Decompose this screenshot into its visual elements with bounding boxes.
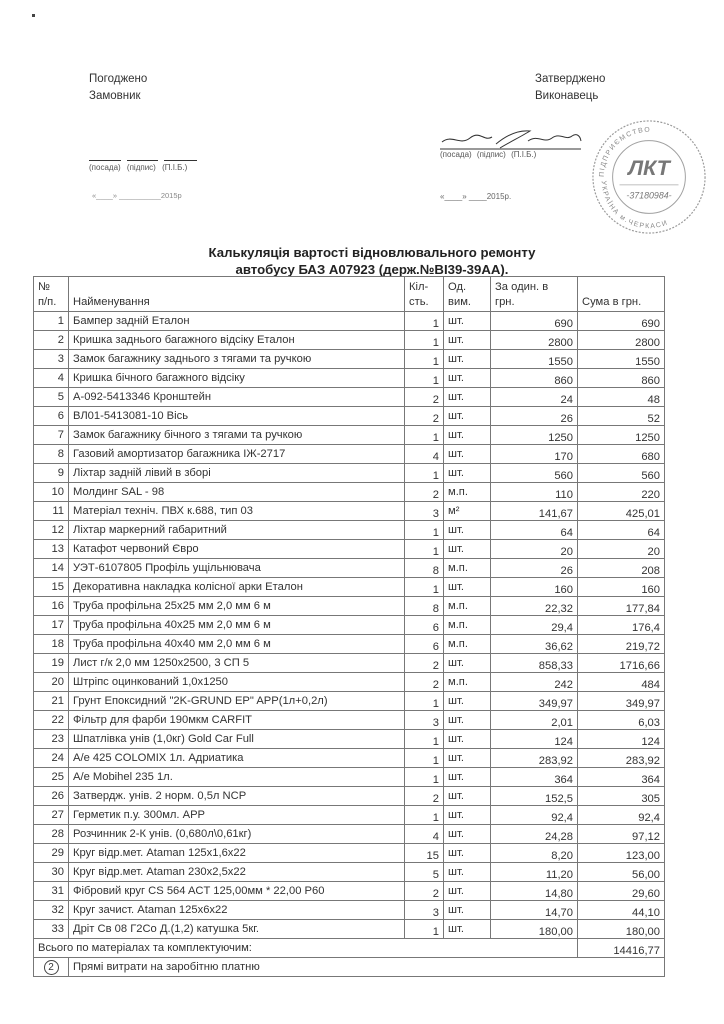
item-unit: шт.: [444, 521, 491, 540]
item-unit: шт.: [444, 464, 491, 483]
table-row: [34, 407, 665, 426]
item-unit: м.п.: [444, 597, 491, 616]
item-quantity: 1: [405, 540, 444, 559]
contractor-approval: [535, 71, 605, 105]
item-unit-price: 349,97: [491, 692, 578, 711]
item-unit-price: 124: [491, 730, 578, 749]
item-quantity: 1: [405, 426, 444, 445]
item-unit: м.п.: [444, 616, 491, 635]
item-quantity: 1: [405, 749, 444, 768]
item-name: А-092-5413346 Кронштейн: [69, 388, 405, 407]
row-number: 32: [34, 901, 69, 920]
item-quantity: 1: [405, 331, 444, 350]
item-sum: 29,60: [578, 882, 665, 901]
item-sum: 44,10: [578, 901, 665, 920]
row-number: 28: [34, 825, 69, 844]
header-unit-price: За один. в грн.: [491, 277, 578, 312]
stamp-code: -37180984-: [626, 190, 672, 201]
cost-calculation-table: [33, 276, 665, 977]
signature-label: (підпис): [126, 163, 156, 172]
item-sum: 56,00: [578, 863, 665, 882]
item-unit-price: 1550: [491, 350, 578, 369]
table-row: [34, 426, 665, 445]
section-2-row: [34, 958, 665, 977]
item-sum: 48: [578, 388, 665, 407]
item-quantity: 1: [405, 578, 444, 597]
total-row: [34, 939, 665, 958]
handwritten-signature: [438, 128, 583, 150]
item-unit: шт.: [444, 445, 491, 464]
item-name: Газовий амортизатор багажника ІЖ-2717: [69, 445, 405, 464]
item-quantity: 3: [405, 502, 444, 521]
table-row: [34, 749, 665, 768]
item-quantity: 1: [405, 768, 444, 787]
row-number: 23: [34, 730, 69, 749]
item-sum: 680: [578, 445, 665, 464]
item-name: А/е 425 COLOMIX 1л. Адриатика: [69, 749, 405, 768]
item-quantity: 2: [405, 654, 444, 673]
item-quantity: 15: [405, 844, 444, 863]
item-name: Грунт Епоксидний "2K-GRUND EP" APP(1л+0,2л): [69, 692, 405, 711]
header-quantity: Кіл- сть.: [405, 277, 444, 312]
table-row: [34, 369, 665, 388]
item-name: Труба профільна 40х40 мм 2,0 мм 6 м: [69, 635, 405, 654]
item-unit-price: 24,28: [491, 825, 578, 844]
row-number: 1: [34, 312, 69, 331]
item-unit: шт.: [444, 882, 491, 901]
row-number: 17: [34, 616, 69, 635]
item-name: Затвердж. унів. 2 норм. 0,5л NCP: [69, 787, 405, 806]
item-quantity: 6: [405, 616, 444, 635]
section-2-label: Прямі витрати на заробітню платню: [69, 958, 665, 977]
item-quantity: 1: [405, 521, 444, 540]
item-sum: 1550: [578, 350, 665, 369]
item-unit: шт.: [444, 863, 491, 882]
item-unit: шт.: [444, 369, 491, 388]
header-name: Найменування: [69, 277, 405, 312]
item-unit: шт.: [444, 540, 491, 559]
item-sum: 177,84: [578, 597, 665, 616]
item-unit: шт.: [444, 806, 491, 825]
item-name: Розчинник 2-К унів. (0,680л\0,61кг): [69, 825, 405, 844]
item-unit: шт.: [444, 407, 491, 426]
stamp-logo: ЛКТ: [628, 155, 670, 181]
item-unit: шт.: [444, 844, 491, 863]
item-sum: 690: [578, 312, 665, 331]
row-number: 12: [34, 521, 69, 540]
table-row: [34, 882, 665, 901]
scan-speck: [32, 14, 35, 17]
row-number: 33: [34, 920, 69, 939]
item-unit: шт.: [444, 692, 491, 711]
item-unit-price: 690: [491, 312, 578, 331]
item-name: Кришка заднього багажного відсіку Еталон: [69, 331, 405, 350]
row-number: 5: [34, 388, 69, 407]
item-name: А/е Mobihel 235 1л.: [69, 768, 405, 787]
item-quantity: 2: [405, 388, 444, 407]
table-row: [34, 312, 665, 331]
item-sum: 208: [578, 559, 665, 578]
table-row: [34, 331, 665, 350]
item-quantity: 2: [405, 882, 444, 901]
header-unit: Од. вим.: [444, 277, 491, 312]
item-name: Декоративна накладка колісної арки Еталон: [69, 578, 405, 597]
item-quantity: 3: [405, 711, 444, 730]
item-sum: 425,01: [578, 502, 665, 521]
table-row: [34, 711, 665, 730]
item-name: Герметик п.у. 300мл. APP: [69, 806, 405, 825]
item-quantity: 1: [405, 692, 444, 711]
item-unit: шт.: [444, 901, 491, 920]
item-quantity: 4: [405, 825, 444, 844]
item-sum: 124: [578, 730, 665, 749]
item-name: Труба профільна 40х25 мм 2,0 мм 6 м: [69, 616, 405, 635]
item-sum: 1716,66: [578, 654, 665, 673]
item-sum: 64: [578, 521, 665, 540]
document-title-line1: Калькуляція вартості відновлювального ремонту: [208, 245, 536, 260]
item-sum: 283,92: [578, 749, 665, 768]
name-label: (П.І.Б.): [511, 150, 537, 159]
name-label: (П.І.Б.): [162, 163, 188, 172]
item-unit-price: 14,80: [491, 882, 578, 901]
row-number: 20: [34, 673, 69, 692]
item-unit-price: 364: [491, 768, 578, 787]
item-unit-price: 20: [491, 540, 578, 559]
item-unit-price: 26: [491, 407, 578, 426]
item-unit: шт.: [444, 654, 491, 673]
total-value: 14416,77: [578, 939, 665, 958]
item-quantity: 8: [405, 559, 444, 578]
item-unit-price: 152,5: [491, 787, 578, 806]
row-number: 16: [34, 597, 69, 616]
table-row: [34, 863, 665, 882]
item-unit-price: 858,33: [491, 654, 578, 673]
item-name: Катафот червоний Євро: [69, 540, 405, 559]
row-number: 27: [34, 806, 69, 825]
item-sum: 860: [578, 369, 665, 388]
item-quantity: 5: [405, 863, 444, 882]
item-quantity: 1: [405, 730, 444, 749]
item-name: Лист г/к 2,0 мм 1250х2500, 3 СП 5: [69, 654, 405, 673]
item-quantity: 2: [405, 787, 444, 806]
table-row: [34, 825, 665, 844]
row-number: 14: [34, 559, 69, 578]
row-number: 3: [34, 350, 69, 369]
item-quantity: 4: [405, 445, 444, 464]
item-sum: 176,4: [578, 616, 665, 635]
table-row: [34, 578, 665, 597]
item-unit-price: 560: [491, 464, 578, 483]
item-name: Ліхтар маркерний габаритний: [69, 521, 405, 540]
item-quantity: 2: [405, 673, 444, 692]
table-row: [34, 464, 665, 483]
item-sum: 364: [578, 768, 665, 787]
item-quantity: 2: [405, 407, 444, 426]
table-row: [34, 597, 665, 616]
table-row: [34, 635, 665, 654]
table-row: [34, 502, 665, 521]
item-sum: 6,03: [578, 711, 665, 730]
item-sum: 349,97: [578, 692, 665, 711]
item-unit-price: 141,67: [491, 502, 578, 521]
item-sum: 560: [578, 464, 665, 483]
item-name: Труба профільна 25х25 мм 2,0 мм 6 м: [69, 597, 405, 616]
item-unit-price: 11,20: [491, 863, 578, 882]
item-unit: шт.: [444, 388, 491, 407]
item-unit-price: 24: [491, 388, 578, 407]
item-unit: шт.: [444, 312, 491, 331]
item-sum: 92,4: [578, 806, 665, 825]
item-unit: м.п.: [444, 635, 491, 654]
table-row: [34, 692, 665, 711]
item-name: Штріпс оцинкований 1,0х1250: [69, 673, 405, 692]
table-row: [34, 920, 665, 939]
row-number: 29: [34, 844, 69, 863]
table-row: [34, 654, 665, 673]
item-name: Бампер задній Еталон: [69, 312, 405, 331]
table-row: [34, 616, 665, 635]
item-unit: м²: [444, 502, 491, 521]
item-name: Кришка бічного багажного відсіку: [69, 369, 405, 388]
item-name: Замок багажнику бічного з тягами та ручкою: [69, 426, 405, 445]
item-sum: 123,00: [578, 844, 665, 863]
table-row: [34, 521, 665, 540]
item-name: Круг відр.мет. Ataman 230х2,5х22: [69, 863, 405, 882]
customer-label: Замовник: [89, 90, 141, 102]
position-label: (посада): [89, 163, 121, 172]
item-unit-price: 2,01: [491, 711, 578, 730]
item-name: Круг відр.мет. Ataman 125х1,6х22: [69, 844, 405, 863]
contractor-label: Виконавець: [535, 90, 599, 102]
item-sum: 180,00: [578, 920, 665, 939]
item-quantity: 6: [405, 635, 444, 654]
row-number: 10: [34, 483, 69, 502]
company-stamp: [590, 118, 708, 236]
contractor-date: «____» ____2015р.: [440, 192, 512, 201]
item-quantity: 1: [405, 369, 444, 388]
item-unit: шт.: [444, 920, 491, 939]
item-quantity: 1: [405, 920, 444, 939]
row-number: 6: [34, 407, 69, 426]
stamp-ring-top: ПІДПРИЄМСТВО: [598, 126, 652, 178]
item-unit: м.п.: [444, 483, 491, 502]
item-quantity: 3: [405, 901, 444, 920]
item-unit: шт.: [444, 350, 491, 369]
item-unit: м.п.: [444, 559, 491, 578]
signature-label: (підпис): [476, 150, 506, 159]
item-unit-price: 242: [491, 673, 578, 692]
item-sum: 160: [578, 578, 665, 597]
item-name: Дріт Св 08 Г2Со Д.(1,2) катушка 5кг.: [69, 920, 405, 939]
item-name: Шпатлівка унів (1,0кг) Gold Car Full: [69, 730, 405, 749]
item-unit-price: 36,62: [491, 635, 578, 654]
approved-label-right: Затверджено: [535, 73, 606, 85]
row-number: 15: [34, 578, 69, 597]
table-row: [34, 350, 665, 369]
item-unit: шт.: [444, 426, 491, 445]
table-row: [34, 483, 665, 502]
row-number: 25: [34, 768, 69, 787]
row-number: 26: [34, 787, 69, 806]
item-unit-price: 1250: [491, 426, 578, 445]
header-sum: Сума в грн.: [578, 277, 665, 312]
table-row: [34, 559, 665, 578]
item-sum: 305: [578, 787, 665, 806]
item-unit: м.п.: [444, 673, 491, 692]
item-quantity: 1: [405, 464, 444, 483]
table-row: [34, 901, 665, 920]
item-quantity: 8: [405, 597, 444, 616]
row-number: 31: [34, 882, 69, 901]
item-unit-price: 283,92: [491, 749, 578, 768]
item-unit: шт.: [444, 787, 491, 806]
item-unit-price: 8,20: [491, 844, 578, 863]
approved-label-left: Погоджено: [89, 73, 148, 85]
item-sum: 484: [578, 673, 665, 692]
row-number: 7: [34, 426, 69, 445]
stamp-ring-bottom: УКРАЇНА м.ЧЕРКАСИ: [599, 180, 670, 231]
position-label: (посада): [440, 150, 472, 159]
item-sum: 52: [578, 407, 665, 426]
item-unit: шт.: [444, 331, 491, 350]
item-quantity: 1: [405, 312, 444, 331]
item-name: УЭТ-6107805 Профіль ущільнювача: [69, 559, 405, 578]
item-unit-price: 110: [491, 483, 578, 502]
row-number: 2: [34, 331, 69, 350]
item-unit-price: 29,4: [491, 616, 578, 635]
table-row: [34, 388, 665, 407]
item-name: Ліхтар задній лівий в зборі: [69, 464, 405, 483]
row-number: 18: [34, 635, 69, 654]
table-row: [34, 730, 665, 749]
table-row: [34, 844, 665, 863]
item-unit-price: 14,70: [491, 901, 578, 920]
item-sum: 20: [578, 540, 665, 559]
item-sum: 2800: [578, 331, 665, 350]
row-number: 13: [34, 540, 69, 559]
customer-approval: [89, 71, 147, 105]
row-number: 4: [34, 369, 69, 388]
item-name: ВЛ01-5413081-10 Вісь: [69, 407, 405, 426]
row-number: 24: [34, 749, 69, 768]
item-name: Фібровий круг CS 564 ACT 125,00мм * 22,00 P60: [69, 882, 405, 901]
item-unit-price: 2800: [491, 331, 578, 350]
row-number: 8: [34, 445, 69, 464]
item-unit: шт.: [444, 730, 491, 749]
row-number: 30: [34, 863, 69, 882]
table-row: [34, 806, 665, 825]
item-sum: 97,12: [578, 825, 665, 844]
section-number: 2: [44, 960, 59, 975]
item-unit: шт.: [444, 768, 491, 787]
item-unit-price: 180,00: [491, 920, 578, 939]
item-unit: шт.: [444, 578, 491, 597]
item-unit-price: 64: [491, 521, 578, 540]
table-row: [34, 673, 665, 692]
item-unit-price: 160: [491, 578, 578, 597]
contractor-signature-labels: [440, 150, 539, 159]
item-unit-price: 170: [491, 445, 578, 464]
table-row: [34, 768, 665, 787]
item-name: Фільтр для фарби 190мкм CARFIT: [69, 711, 405, 730]
item-unit: шт.: [444, 711, 491, 730]
header-number: № п/п.: [34, 277, 69, 312]
total-label: Всього по матеріалах та комплектуючим:: [34, 939, 578, 958]
row-number: 21: [34, 692, 69, 711]
row-number: 22: [34, 711, 69, 730]
item-quantity: 2: [405, 483, 444, 502]
row-number: 9: [34, 464, 69, 483]
row-number: 19: [34, 654, 69, 673]
item-unit-price: 26: [491, 559, 578, 578]
item-name: Круг зачист. Ataman 125х6х22: [69, 901, 405, 920]
item-sum: 219,72: [578, 635, 665, 654]
table-row: [34, 540, 665, 559]
item-sum: 220: [578, 483, 665, 502]
item-name: Молдинг SAL - 98: [69, 483, 405, 502]
document-title-line2: автобусу БАЗ А07923 (держ.№ВІ39-39АА).: [235, 262, 509, 277]
item-unit-price: 860: [491, 369, 578, 388]
row-number: 11: [34, 502, 69, 521]
item-unit: шт.: [444, 825, 491, 844]
item-unit: шт.: [444, 749, 491, 768]
customer-date: «____» __________2015р: [92, 191, 182, 200]
item-quantity: 1: [405, 806, 444, 825]
item-unit-price: 92,4: [491, 806, 578, 825]
item-name: Замок багажнику заднього з тягами та ручкою: [69, 350, 405, 369]
table-row: [34, 445, 665, 464]
item-sum: 1250: [578, 426, 665, 445]
table-header-row: [34, 277, 665, 312]
customer-signature-lines: [89, 150, 203, 172]
item-unit-price: 22,32: [491, 597, 578, 616]
table-row: [34, 787, 665, 806]
item-quantity: 1: [405, 350, 444, 369]
item-name: Матеріал техніч. ПВХ к.688, тип 03: [69, 502, 405, 521]
